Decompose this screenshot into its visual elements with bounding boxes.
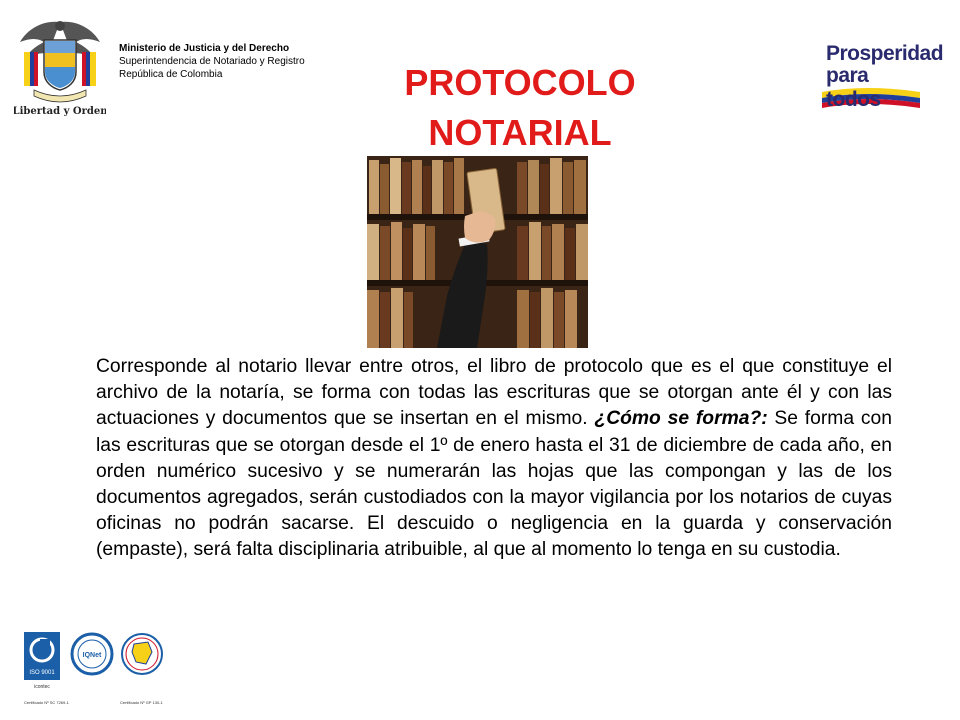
question-heading: ¿Cómo se forma?: [594,408,768,430]
superintendence-name: Superintendencia de Notariado y Registro [119,56,305,67]
ministry-name: Ministerio de Justicia y del Derecho [119,43,290,54]
coat-of-arms-logo [14,16,106,116]
crest-motto-text: Libertad y Orden [14,106,106,116]
cert-caption-1: Certificado Nº SC 7269-1 [24,700,69,705]
iso-label: ISO 9001 [29,670,55,676]
bookshelf-photo [367,156,588,348]
paragraph-part-2: Se forma con las escrituras que se otorgan desde el 1º de enero hasta el 31 de diciembre de cada año, en orden numérico sucesivo y se numerarán las hojas que las compongan y las de los documentos agregados, serán custodiados con la mayor vigilancia por los notarios de cuyas oficinas no podrán sacarse. El descuido o negligencia en la guarda y conservación (empaste), será falta disciplinaria atribuible, al que al momento lo tenga en su custodia. [96,408,892,561]
certification-logos [22,630,172,710]
iqnet-label: IQNet [82,652,102,659]
bookshelf-hand-photo-icon [367,156,588,348]
icontec-label: icontec [34,684,50,690]
title-line-1: PROTOCOLO [404,62,636,103]
certification-seals-icon [22,630,172,710]
slogan-line-1: Prosperidad [826,42,944,65]
cert-caption-2: Certificado Nº GP 130-1 [120,700,163,705]
coat-of-arms-icon [14,16,106,116]
prosperidad-logo [816,40,944,112]
title-line-2: NOTARIAL [428,112,612,153]
body-paragraph [96,354,892,564]
slogan-line-2: para todos [826,64,881,111]
paragraph-part-1: Corresponde al notario llevar entre otros, el libro de protocolo que es el que constituye el archivo de la notaría, se forma con todas las escrituras que se otorgan ante él y con las actuaciones y documentos que se insertan en el mismo. [96,356,892,430]
page-title [330,58,710,158]
ministry-header [119,42,305,81]
country-name: República de Colombia [119,69,223,80]
